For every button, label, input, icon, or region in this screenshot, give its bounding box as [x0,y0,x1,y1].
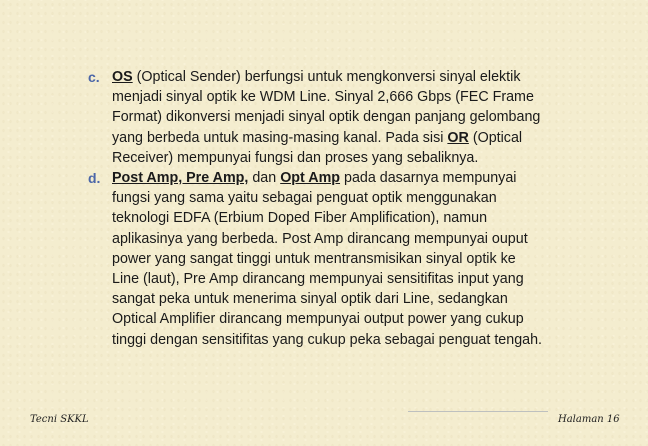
text-line: tinggi dengan sensitifitas yang cukup peka sebagai penguat tengah. [112,331,543,348]
list-item-c-text [112,67,608,168]
text-run: yang berbeda untuk masing-masing kanal. Pada sisi [112,129,448,146]
text-line: aplikasinya yang berbeda. Post Amp dirancang mempunyai ouput [112,230,528,247]
term-opt-amp: Opt Amp [280,170,341,186]
text-line [112,67,608,87]
text-line: power yang sangat tinggi untuk mentransmisikan sinyal optik ke [112,250,516,267]
term-post-pre-amp: Post Amp, Pre Amp, [112,170,249,186]
text-run: pada dasarnya mempunyai [340,170,517,186]
list-marker-c: c. [88,69,100,85]
text-line: Optical Amplifier dirancang mempunyai output power yang cukup [112,311,524,328]
text-line: fungsi yang sama yaitu sebagai penguat optik menggunakan [112,190,497,207]
footer-left-text: Tecni SKKL [30,414,89,425]
text-run: dan [248,170,281,186]
term-os: OS [112,69,133,85]
text-run: (Optical Sender) berfungsi untuk mengkonversi sinyal elektik [132,69,521,85]
text-line [112,128,608,148]
list-item-d-text [112,168,608,350]
text-line: Line (laut), Pre Amp dirancang mempunyai sensitifitas input yang [112,271,524,288]
text-line: menjadi sinyal optik ke WDM Line. Sinyal 2,666 Gbps (FEC Frame [112,89,534,106]
text-line: teknologi EDFA (Erbium Doped Fiber Amplification), namun [112,210,488,227]
footer-page-number: Halaman 16 [558,414,620,425]
text-run: (Optical [468,129,523,146]
text-line: Receiver) mempunyai fungsi dan proses yang sebaliknya. [112,149,479,166]
list-marker-d: d. [88,170,101,186]
text-line [112,168,608,188]
term-or: OR [447,129,469,146]
footer-divider [408,411,548,412]
text-line: sangat peka untuk menerima sinyal optik dari Line, sedangkan [112,291,508,308]
text-line: Format) dikonversi menjadi sinyal optik dengan panjang gelombang [112,109,541,126]
